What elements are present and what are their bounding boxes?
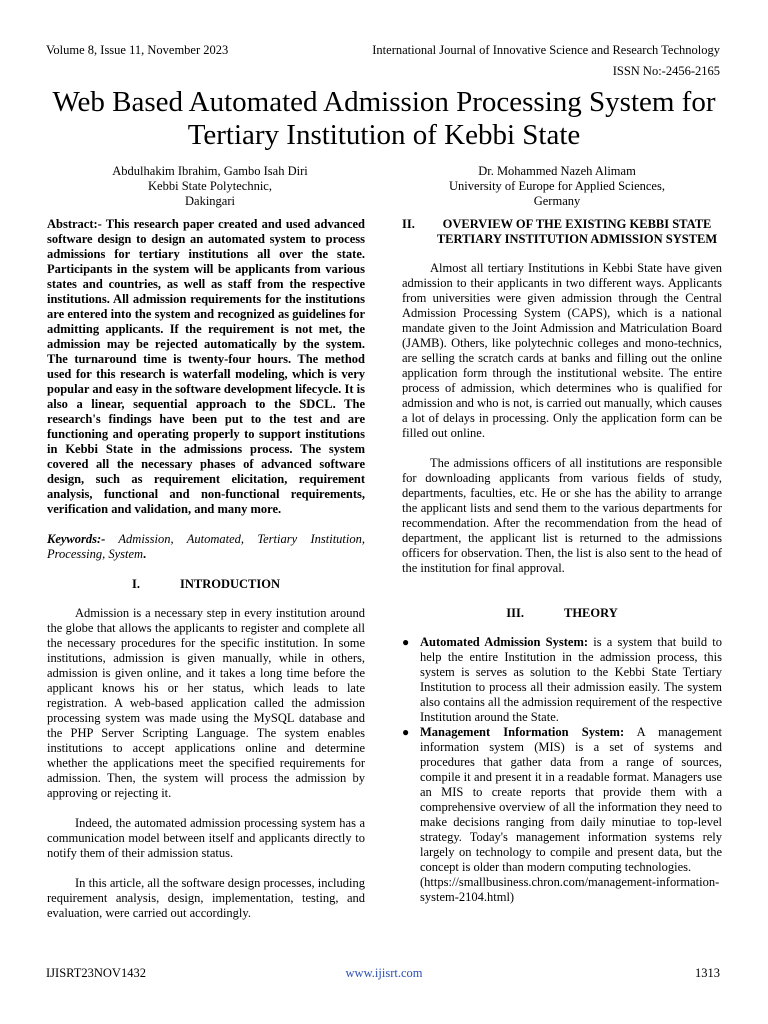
intro-paragraph-3: In this article, all the software design processes, including requirement analysis, design, implementation, testing, and evaluation, were carried out accordingly. — [47, 876, 365, 920]
section-number: I. — [131, 577, 140, 591]
section-number: II. — [402, 217, 415, 231]
author-block-1 — [60, 164, 360, 209]
intro-paragraph-2: Indeed, the automated admission processing system has a communication model between itself and applicants directly to notify them of their admission status. — [47, 816, 365, 860]
list-item-text: is a system that build to help the entire Institution in the admission process, this system is serves as solution to the Kebbi State Tertiary Institution to process all their admission easily. The system also contains all the admission requirement of the respective Institution around the State. — [420, 635, 722, 724]
author-names: Dr. Mohammed Nazeh Alimam — [478, 164, 636, 178]
list-item-term: Management Information System: — [420, 725, 625, 739]
overview-paragraph-2: The admissions officers of all institutions are responsible for downloading applicants from various fields of study, departments, faculties, etc. He or she has the ability to arrange the applicant lists and send them to the various departments for recommendation. After the recommendation from the head of department, the applicant list is returned to the admissions officers for observation. Then, the list is also sent to the head of the institution for final approval. — [402, 456, 722, 575]
abstract-text: This research paper created and used advanced software design to design an automated system to process admissions for tertiary institutions all over the state. Participants in the system will be applicants from various states and countries, as well as staff from the respective institutions. All admission requirements for the institutions are entered into the system and recognized as guidelines for admitting applicants. If the requirement is not met, the admission may be rejected automatically by the system. The turnaround time is twenty-four hours. The method used for this research is waterfall modeling, which is very popular and easy in the software development lifecycle. It is also a linear, sequential approach to the SDCL. The research's findings have been put to the test and are functioning and operating properly to support institutions in Kebbi State in the admissions process. The system covered all the necessary phases of advanced software design, such as requirement elicitation, requirement analysis, functional and non-functional requirements, verification and validation, and many more. — [47, 217, 365, 516]
section-heading-overview — [402, 217, 722, 247]
list-item — [402, 725, 722, 905]
bullet-icon: ● — [402, 635, 410, 649]
section-title-line-1: OVERVIEW OF THE EXISTING KEBBI STATE — [442, 217, 712, 231]
issn: ISSN No:-2456-2165 — [612, 64, 720, 78]
reference-link[interactable]: (https://smallbusiness.chron.com/management-information-system-2104.html) — [420, 875, 720, 904]
volume-issue: Volume 8, Issue 11, November 2023 — [46, 43, 229, 57]
author-affiliation: Kebbi State Polytechnic, — [148, 179, 272, 193]
keywords-end: . — [143, 547, 147, 561]
keywords-text: Admission, Automated, Tertiary Institution, Processing, System — [47, 532, 365, 561]
left-column — [47, 217, 365, 921]
journal-name: International Journal of Innovative Science and Research Technology — [372, 43, 720, 57]
bullet-icon: ● — [402, 725, 410, 739]
intro-paragraph-1: Admission is a necessary step in every institution around the globe that allows the applicants to register and complete all the necessary procedures for the specific institution. In some institutions, admission is given manually, while in others, admission is given online, and it takes a long time before the applicant knows his or her status, which leads to late registration. A web-based application called the admission processing system was made using the MySQL database and the PHP Server Scripting Language. The system enables institutions to accept applications online and determine whether the applications meet the specified requirements for admission. Then, the system will process the admission by approving or rejecting it. — [47, 606, 365, 800]
author-block-2 — [407, 164, 707, 209]
section-number: III. — [506, 606, 524, 620]
author-names: Abdulhakim Ibrahim, Gambo Isah Diri — [112, 164, 308, 178]
keywords-label: Keywords:- — [47, 532, 106, 546]
keywords — [47, 532, 365, 562]
author-affiliation: University of Europe for Applied Sciences, — [449, 179, 665, 193]
section-title — [432, 217, 722, 247]
right-column — [402, 217, 722, 905]
journal-url-link[interactable]: www.ijisrt.com — [345, 966, 423, 980]
section-title: INTRODUCTION — [179, 577, 280, 591]
overview-paragraph-1: Almost all tertiary Institutions in Kebbi State have given admission to their applicants in two different ways. Applicants from universities were given admission through the Central Admission Processing System (CAPS), which is a national mandate given to the Joint Admission and Matriculation Board (JAMB). Others, like polytechnic colleges and mono-technics, are selling the scratch cards at banks and filling out the online application form through the institutional website. The entire process of admission, which determines who is qualified for admission and who is not, is carried out manually, which causes a lot of delays in processing. Only the application form can be filled out online. — [402, 261, 722, 440]
paper-code: IJISRT23NOV1432 — [46, 966, 146, 980]
section-heading-introduction — [47, 577, 365, 592]
section-heading-theory — [402, 606, 722, 621]
author-location: Dakingari — [185, 194, 235, 208]
abstract-label: Abstract:- — [47, 217, 102, 231]
list-item-term: Automated Admission System: — [420, 635, 589, 649]
list-item-text: A management information system (MIS) is a set of systems and procedures that gather data from a range of sources, compile it and present it in a readable format. Managers use an MIS to create reports that provide them with a comprehensive overview of all the information they need to make decisions ranging from daily minutiae to top-level strategy. Today's management information systems rely largely on technology to compile and present data, but the concept is older than modern computing technologies. — [420, 725, 722, 874]
author-location: Germany — [533, 194, 581, 208]
list-item — [402, 635, 722, 725]
theory-list — [402, 635, 722, 905]
section-title-line-2: TERTIARY INSTITUTION ADMISSION SYSTEM — [436, 232, 718, 246]
paper-title: Web Based Automated Admission Processing System for Tertiary Institution of Kebbi State — [52, 86, 716, 151]
page-number: 1313 — [695, 966, 720, 980]
abstract — [47, 217, 365, 517]
section-title: THEORY — [563, 606, 618, 620]
